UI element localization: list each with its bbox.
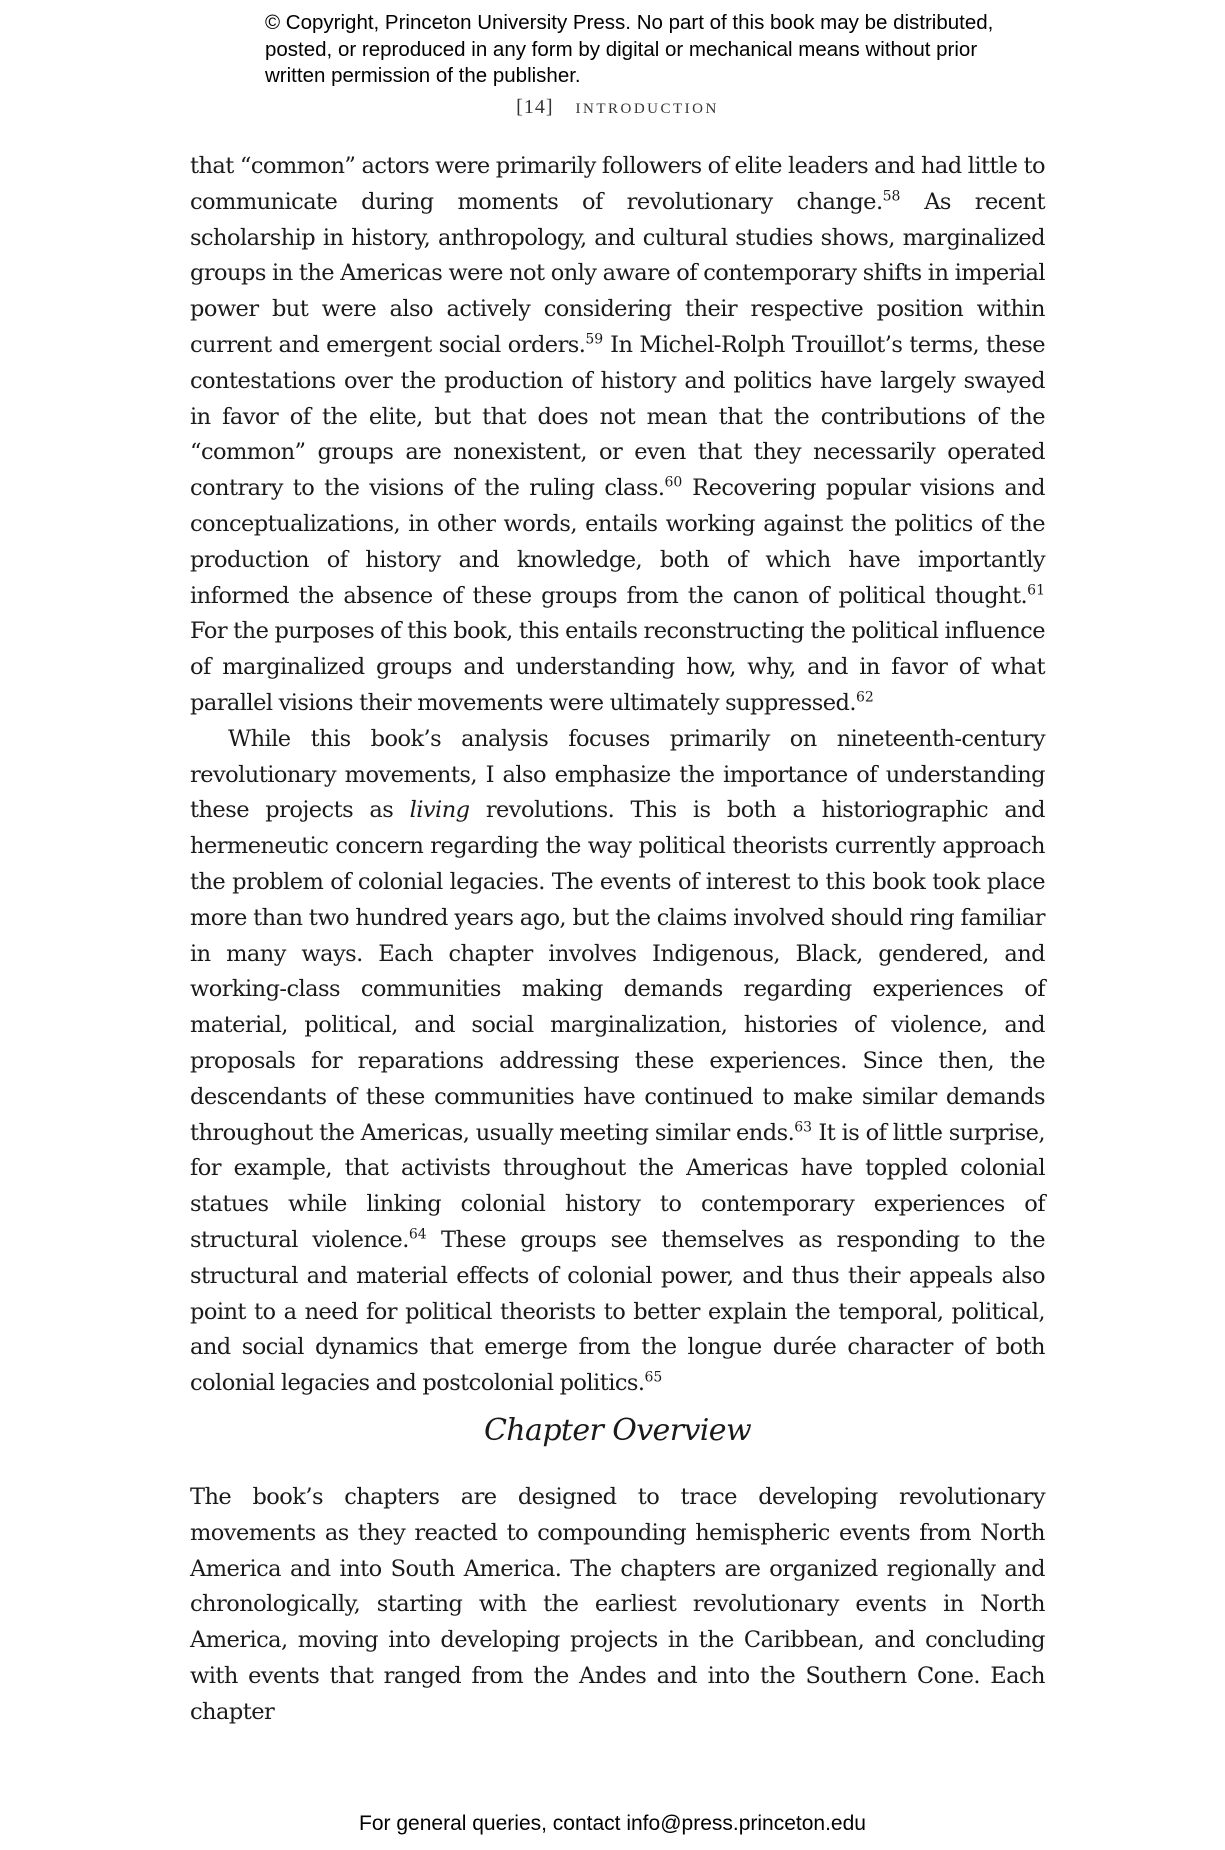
copyright-notice: © Copyright, Princeton University Press. No part of this book may be distributed, posted, or reproduced in any form by digital or mechanical means without prior written permission of the publisher.: [265, 11, 994, 87]
footnote-ref-62[interactable]: 62: [855, 689, 874, 706]
running-head: [190, 94, 1045, 119]
footnote-ref-58[interactable]: 58: [882, 188, 901, 205]
footnote-ref-65[interactable]: 65: [644, 1369, 663, 1386]
text-run: In Michel-Rolph Trouillot’s terms, these contestations over the production of history and politics have largely swayed in favor of the elite, but that does not mean that the contributions of the “common” groups are nonexistent, or even that they necessarily operated contrary to the visions of the ruling class.: [190, 331, 1045, 502]
footnote-ref-64[interactable]: 64: [408, 1226, 427, 1243]
paragraph-3: The book’s chapters are designed to trace developing revolutionary movements as they reacted to compounding hemispheric events from North America and into South America. The chapters are organized regionally and chronologically, starting with the earliest revolutionary events in North America, moving into developing projects in the Caribbean, and concluding with events that ranged from the Andes and into the Southern Cone. Each chapter: [190, 1484, 1045, 1725]
text-run: It is of little surprise, for example, that activists throughout the Americas have toppled colonial statues while linking colonial history to contemporary experiences of structural violence.: [190, 1119, 1046, 1253]
body-text-upper: [190, 149, 1045, 1402]
page-number: [14]: [516, 96, 554, 118]
text-run: that “common” actors were primarily followers of elite leaders and had little to communicate during moments of revolutionary change.: [190, 153, 1045, 215]
chapter-overview-heading: Chapter Overview: [483, 1413, 752, 1448]
paragraph-2: [190, 722, 1045, 1402]
paragraph-1: [190, 149, 1045, 722]
footnote-ref-60[interactable]: 60: [664, 474, 683, 491]
emphasis-living: living: [409, 797, 470, 824]
body-text-lower: [190, 1480, 1045, 1731]
footnote-ref-61[interactable]: 61: [1027, 582, 1045, 599]
text-run: As recent scholarship in history, anthropology, and cultural studies shows, marginalized groups in the Americas were not only aware of contemporary shifts in imperial power but were also actively considering their respective position within current and emergent social orders.: [190, 188, 1045, 358]
text-run: revolutions. This is both a historiographic and hermeneutic concern regarding the way political theorists currently approach the problem of colonial legacies. The events of interest to this book took place more than two hundred years ago, but the claims involved should ring familiar in many ways. Each chapter involves Indigenous, Black, gendered, and working-class communities making demands regarding experiences of material, political, and social marginalization, histories of violence, and proposals for reparations addressing these experiences. Since then, the descendants of these communities have continued to make similar demands throughout the Americas, usually meeting similar ends.: [190, 797, 1045, 1146]
footnote-ref-59[interactable]: 59: [585, 331, 604, 348]
footer-contact: For general queries, contact info@press.princeton.edu: [359, 1812, 866, 1835]
text-run: Recovering popular visions and conceptualizations, in other words, entails working against the politics of the production of history and knowledge, both of which have importantly informed the absence of these groups from the canon of political thought.: [190, 475, 1045, 609]
footnote-ref-63[interactable]: 63: [794, 1119, 813, 1136]
section-title: introduction: [575, 94, 719, 118]
text-run: For the purposes of this book, this entails reconstructing the political influence of marginalized groups and understanding how, why, and in favor of what parallel visions their movements were ultimately suppressed.: [190, 618, 1045, 716]
text-run: While this book’s analysis focuses primarily on nineteenth-century revolutionary movements, I also emphasize the importance of understanding these projects as: [190, 725, 1045, 824]
text-run: These groups see themselves as responding to the structural and material effects of colonial power, and thus their appeals also point to a need for political theorists to better explain the temporal, political, and social dynamics that emerge from the longue durée character of both colonial legacies and postcolonial politics.: [190, 1226, 1046, 1397]
